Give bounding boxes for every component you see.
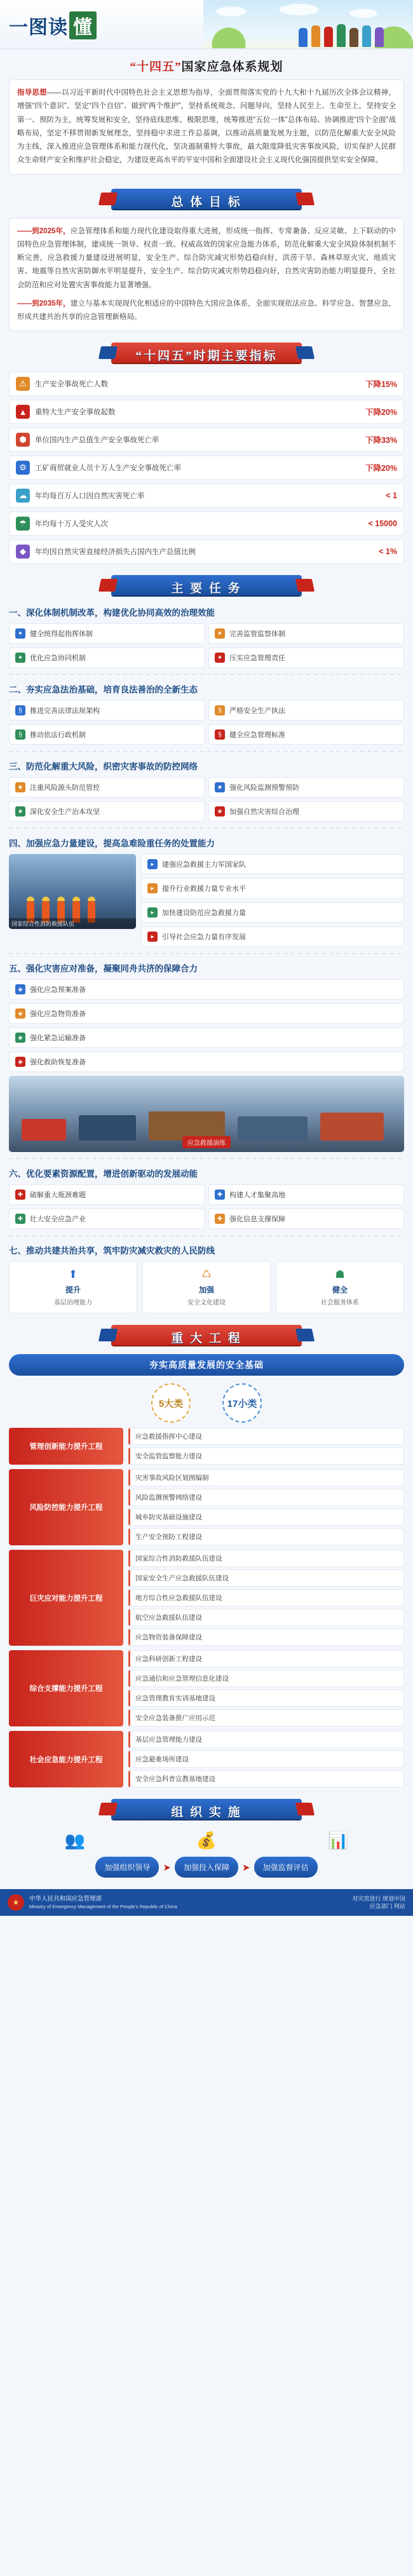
- task-item: [208, 1209, 404, 1229]
- task-item-list: [9, 979, 404, 1072]
- indicator-row: [9, 512, 404, 536]
- indicator-label: 生产安全事故死亡人数: [35, 381, 108, 389]
- task-item-label: 引导社会应急力量有序发展: [162, 933, 246, 942]
- task-col-title: 健全: [332, 1285, 348, 1295]
- task-item: [9, 623, 205, 644]
- project-items: [128, 1469, 404, 1545]
- task-group-title: 六、优化要素资源配置，增进创新驱动的发展动能: [9, 1169, 198, 1179]
- indicator-label: 工矿商贸就业人员十万人生产安全事故死亡率: [35, 464, 181, 473]
- task-item: [141, 902, 404, 923]
- indicator-value: < 15000: [368, 519, 397, 529]
- guiding-label: 指导思想: [17, 89, 47, 97]
- task-item-label: 健全应急管理标准: [229, 731, 285, 740]
- page-title: [9, 11, 97, 39]
- task-item-label: 强化救助恢复准备: [30, 1059, 86, 1067]
- project-items: [128, 1731, 404, 1787]
- guiding-dash: ——: [46, 89, 62, 97]
- task-item-label: 加强自然灾害综合治理: [229, 808, 299, 817]
- task-divider: [9, 1158, 404, 1159]
- task-item: [141, 926, 404, 947]
- arrow-right-icon: ➤: [163, 1862, 171, 1873]
- project-item: 应急科研创新工程建设: [128, 1650, 404, 1667]
- indicator-row: [9, 372, 404, 396]
- indicator-icon: ☂: [16, 517, 30, 531]
- project-row: [9, 1550, 404, 1646]
- task-group-title: 二、夯实应急法治基础，培育良法善治的全新生态: [9, 685, 198, 695]
- task-item-label: 深化安全生产治本攻坚: [30, 808, 100, 817]
- task-item-icon: ✦: [215, 653, 225, 663]
- project-item: 国家综合性消防救援队伍建设: [128, 1550, 404, 1567]
- task-divider: [9, 1235, 404, 1236]
- task-col-title: 提升: [65, 1285, 81, 1295]
- task-group-title: 三、防范化解重大风险，织密灾害事故的防控网络: [9, 762, 198, 772]
- national-emblem-icon: ★: [8, 1894, 24, 1911]
- project-item: 基层应急管理能力建设: [128, 1731, 404, 1748]
- footer-org-en: Ministry of Emergency Management of the People's Republic of China: [29, 1903, 177, 1909]
- footer-right-line2: 应急部门 网站: [369, 1903, 405, 1910]
- project-item: 风险监测预警网络建设: [128, 1489, 404, 1506]
- task-item-icon: §: [15, 729, 25, 740]
- task-col-subtitle: 基层治理能力: [54, 1299, 92, 1307]
- arrow-right-icon: ➤: [242, 1862, 250, 1873]
- task-item-icon: §: [215, 705, 225, 715]
- task-item: [9, 801, 205, 822]
- goal-2035-text: 建立与基本实现现代化相适应的中国特色大国应急体系，全面实现依法应急、科学应急、智慧应急，形成共建共治共享的应急管理新格局。: [17, 299, 396, 322]
- task-item: [9, 1184, 205, 1205]
- task-item-label: 注重风险源头防范管控: [30, 784, 100, 792]
- title-badge-box: 懂: [69, 11, 97, 39]
- indicator-icon: ⚠: [16, 377, 30, 391]
- task-photo-wide: [9, 1076, 404, 1152]
- indicator-row: [9, 456, 404, 480]
- task-col-icon: ☗: [335, 1268, 345, 1281]
- task-item-icon: ▸: [147, 907, 158, 918]
- indicator-value: 下降15%: [365, 380, 397, 390]
- task-item-icon: ◈: [15, 1033, 25, 1043]
- projects-rows: [9, 1428, 404, 1787]
- goal-2035: [17, 297, 396, 325]
- indicator-label: 年均每百万人口因自然灾害死亡率: [35, 492, 145, 501]
- implementation-icon: 👥: [64, 1831, 85, 1850]
- project-item: 应急管理教育实训基地建设: [128, 1690, 404, 1707]
- task-col-icon: ♺: [201, 1268, 212, 1281]
- task-item: [208, 647, 404, 668]
- indicator-row: [9, 400, 404, 424]
- task-item-icon: ✦: [15, 653, 25, 663]
- task-divider: [9, 828, 404, 829]
- section-banner-indicators: [0, 340, 413, 365]
- implementation-icon: 💰: [196, 1831, 217, 1850]
- project-item: 灾害事故风险区划图编制: [128, 1469, 404, 1486]
- task-item: [141, 854, 404, 874]
- project-item: 地方综合性应急救援队伍建设: [128, 1589, 404, 1606]
- implementation-icon: 📊: [328, 1831, 349, 1850]
- task-col-icon: ⬆: [68, 1268, 78, 1281]
- section-banner-overall-goals: [0, 186, 413, 212]
- implementation-banner-text: 组 织 实 施: [171, 1806, 242, 1820]
- project-items: [128, 1650, 404, 1726]
- footer-right: [352, 1895, 405, 1911]
- task-divider: [9, 953, 404, 954]
- task-item: [9, 1052, 404, 1072]
- footer-right-line1: 对灾害进行 规划中国: [352, 1895, 405, 1902]
- guiding-thought-box: [9, 79, 404, 175]
- indicator-row: [9, 484, 404, 508]
- task-item-icon: ◈: [15, 1057, 25, 1067]
- indicator-row: [9, 428, 404, 452]
- footer-org: [29, 1895, 177, 1910]
- task-item: [9, 1003, 404, 1024]
- section-banner-projects: [0, 1322, 413, 1348]
- section-banner-implementation: [0, 1796, 413, 1822]
- task-item-icon: ✚: [215, 1214, 225, 1224]
- indicators-list: [9, 372, 404, 564]
- task-item-icon: ★: [215, 782, 225, 792]
- task-item-label: 强化应急物资准备: [30, 1010, 86, 1019]
- project-items: [128, 1428, 404, 1465]
- task-item-icon: §: [215, 729, 225, 740]
- goal-2025-lead: ——到2025年，: [17, 227, 71, 235]
- indicator-value: 下降20%: [365, 464, 397, 473]
- task-col-title: 加强: [198, 1285, 214, 1295]
- task-item-icon: ✦: [215, 628, 225, 639]
- task-photo: [9, 854, 136, 929]
- task-item-icon: ✚: [15, 1214, 25, 1224]
- title-badge-left: 一图读: [9, 17, 68, 38]
- task-item-label: 强化风险监测预警预防: [229, 784, 299, 792]
- task-item-label: 压实应急管理责任: [229, 654, 285, 663]
- task-item-icon: ✚: [215, 1190, 225, 1200]
- project-items: [128, 1550, 404, 1646]
- task-item-label: 优化应急协同机制: [30, 654, 86, 663]
- task-item-label: 推进完善法律法规架构: [30, 707, 100, 715]
- implementation-pill[interactable]: 加强投入保障: [175, 1857, 238, 1878]
- indicator-label: 年均每十万人受灾人次: [35, 520, 108, 529]
- task-item-label: 强化紧急运输准备: [30, 1034, 86, 1043]
- document-title-prefix: “十四五”: [130, 60, 182, 74]
- indicator-icon: ⚙: [16, 461, 30, 475]
- task-item-icon: ✚: [15, 1190, 25, 1200]
- task-item-icon: ▸: [147, 859, 158, 869]
- task-item: [141, 878, 404, 898]
- task-item: [208, 623, 404, 644]
- projects-count-subitems: 17小类: [222, 1383, 262, 1423]
- task-item-label: 破解重大瓶颈难题: [30, 1191, 86, 1200]
- task-item: [9, 724, 205, 745]
- indicator-row: [9, 539, 404, 564]
- project-item: 应急避难场所建设: [128, 1751, 404, 1768]
- page-footer: [0, 1889, 413, 1916]
- task-item-label: 提升行业救援力量专业水平: [162, 885, 246, 893]
- project-name: 综合支撑能力提升工程: [9, 1650, 123, 1726]
- task-group-title: 五、强化灾害应对准备，凝聚同舟共济的保障合力: [9, 964, 198, 974]
- indicator-icon: ◆: [16, 545, 30, 559]
- task-item: [9, 1027, 404, 1048]
- guiding-section: [0, 50, 413, 177]
- task-col-subtitle: 安全文化建设: [187, 1299, 226, 1307]
- goal-2025: [17, 225, 396, 292]
- task-divider: [9, 674, 404, 675]
- project-item: 应急通信和应急管理信息化建设: [128, 1670, 404, 1687]
- overall-goals-banner-text: 总 体 目 标: [171, 195, 242, 209]
- goal-2025-text: 应急管理体系和能力现代化建设取得重大进展，形成统一指挥、专常兼备、反应灵敏、上下联动的中国特色应急管理体制，建成统一领导、权责一致、权威高效的国家应急能力体系，防范化解重大安全风险体制机制不断完善，应急救援力量建设进展明显，安全生产、综合防灾减灾形势趋稳向好，洪涝干旱、森林草原火灾、地质灾害、地震等自然灾害防御水平明显提升，安全生产、综合防灾减灾形势趋稳向好，自然灾害防治能力明显提升，全社会防范和应对处置灾害事故能力显著增强。: [17, 227, 396, 289]
- implementation-icons: [9, 1831, 404, 1850]
- project-name: 风险防控能力提升工程: [9, 1469, 123, 1545]
- task-three-col: [9, 1261, 404, 1313]
- task-item-label: 健全统得起指挥体制: [30, 630, 93, 639]
- task-item-icon: ★: [215, 806, 225, 817]
- task-group-title: 七、推动共建共治共享，筑牢防灾减灾救灾的人民防线: [9, 1246, 215, 1256]
- header-illustration: [203, 0, 413, 50]
- task-item-icon: ◈: [15, 1008, 25, 1019]
- indicators-banner-text: “十四五”时期主要指标: [135, 349, 278, 363]
- project-name: 社会应急能力提升工程: [9, 1731, 123, 1787]
- project-item: 航空应急救援队伍建设: [128, 1609, 404, 1626]
- task-group-title: 四、加强应急力量建设，提高急难险重任务的处置能力: [9, 839, 215, 849]
- footer-org-cn: 中华人民共和国应急管理部: [29, 1895, 102, 1902]
- projects-container: [9, 1354, 404, 1787]
- indicator-value: 下降33%: [365, 436, 397, 445]
- indicator-value: < 1%: [379, 547, 397, 557]
- task-col: [276, 1261, 404, 1313]
- task-item: [9, 700, 205, 721]
- project-item: 安全应急装备推广应用示范: [128, 1709, 404, 1726]
- implementation-pill[interactable]: 加强组织领导: [95, 1857, 159, 1878]
- goal-2035-lead: ——到2035年，: [17, 299, 71, 308]
- task-item: [9, 777, 205, 797]
- projects-head: 夯实高质量发展的安全基础: [9, 1354, 404, 1376]
- task-item-list: [141, 854, 404, 947]
- project-name: 管理创新能力提升工程: [9, 1428, 123, 1465]
- project-row: [9, 1428, 404, 1465]
- task-photo-row: [9, 854, 404, 947]
- project-item: 安全监管监察能力建设: [128, 1447, 404, 1465]
- task-item-grid: [9, 700, 404, 745]
- project-row: [9, 1469, 404, 1545]
- document-title: [9, 57, 404, 74]
- task-item-grid: [9, 777, 404, 822]
- task-item: [9, 1209, 205, 1229]
- task-item-grid: [9, 623, 404, 668]
- task-item: [208, 700, 404, 721]
- task-item-grid: [9, 1184, 404, 1229]
- indicator-icon: ☁: [16, 489, 30, 503]
- projects-banner-text: 重 大 工 程: [171, 1332, 242, 1346]
- project-item: 城乡防灾基础设施建设: [128, 1508, 404, 1526]
- project-item: 国家安全生产应急救援队伍建设: [128, 1569, 404, 1587]
- tasks-banner-text: 主 要 任 务: [171, 582, 242, 596]
- task-item: [9, 979, 404, 1000]
- task-col: [9, 1261, 137, 1313]
- task-photo-wide-caption: 应急救援演练: [182, 1136, 231, 1148]
- task-item-label: 强化应急预案准备: [30, 986, 86, 994]
- task-item: [208, 801, 404, 822]
- task-col-subtitle: 社会服务体系: [321, 1299, 359, 1307]
- indicator-label: 重特大生产安全事故起数: [35, 409, 116, 417]
- task-item-label: 构建人才集聚高地: [229, 1191, 285, 1200]
- task-item-label: 严格安全生产执法: [229, 707, 285, 715]
- task-item: [208, 724, 404, 745]
- implementation-pill[interactable]: 加强监督评估: [254, 1857, 318, 1878]
- indicator-icon: ▲: [16, 405, 30, 419]
- indicator-label: 单位国内生产总值生产安全事故死亡率: [35, 437, 159, 445]
- project-item: 应急物资装备保障建设: [128, 1629, 404, 1646]
- task-item-icon: ✦: [15, 628, 25, 639]
- task-item: [208, 777, 404, 797]
- task-col: [142, 1261, 271, 1313]
- project-row: [9, 1650, 404, 1726]
- task-divider: [9, 751, 404, 752]
- project-item: 生产安全预防工程建设: [128, 1528, 404, 1545]
- project-name: 巨灾应对能力提升工程: [9, 1550, 123, 1646]
- project-row: [9, 1731, 404, 1787]
- task-item-label: 壮大安全应急产业: [30, 1216, 86, 1224]
- tasks-container: [9, 606, 404, 1313]
- task-item-label: 建强应急救援主力军国家队: [162, 861, 246, 869]
- implementation-container: [9, 1831, 404, 1878]
- guiding-body: 以习近平新时代中国特色社会主义思想为指导，全面贯彻落实党的十九大和十九届历次全体会议精神，增强“四个意识”、坚定“四个自信”、做到“两个维护”，坚持系统观念、问题导向，坚持人民至上、生命至上，坚持安全第一、预防为主，统筹发展和安全，坚持底线思维、极限思维，统筹推进“五位一体”总体布局、协调推进“四个全面”战略布局，坚定不移贯彻新发展理念，坚持稳中求进工作总基调，以推动高质量发展为主题，以防范化解重大安全风险为主线，深入推进应急管理体系和能力现代化，坚决遏制重特大事故，最大限度降低灾害事故风险，切实保护人民群众生命财产安全和维护社会稳定，为建设更高水平的平安中国和全面建设社会主义现代化强国提供坚实安全保障。: [17, 89, 396, 165]
- document-title-rest: 国家应急体系规划: [181, 60, 283, 74]
- indicator-label: 年均因自然灾害直接经济损失占国内生产总值比例: [35, 548, 196, 557]
- task-item-icon: ▸: [147, 932, 158, 942]
- task-item-icon: ★: [15, 806, 25, 817]
- implementation-pills: [9, 1857, 404, 1878]
- task-item: [9, 647, 205, 668]
- project-item: 应急救援指挥中心建设: [128, 1428, 404, 1445]
- page-header: [0, 0, 413, 50]
- task-item-icon: §: [15, 705, 25, 715]
- task-item-label: 加快建设防范应急救援力量: [162, 909, 246, 918]
- task-item-icon: ▸: [147, 883, 158, 893]
- task-item-label: 完善监管监察体制: [229, 630, 285, 639]
- project-item: 安全应急科普宣教基地建设: [128, 1770, 404, 1787]
- task-item: [208, 1184, 404, 1205]
- task-item-label: 推动依法行政机制: [30, 731, 86, 740]
- task-item-label: 强化信息支撑保障: [229, 1216, 285, 1224]
- overall-goals-box: [9, 218, 404, 332]
- section-banner-tasks: [0, 573, 413, 598]
- task-item-icon: ★: [15, 782, 25, 792]
- indicator-value: 下降20%: [365, 408, 397, 417]
- indicator-value: < 1: [386, 491, 397, 501]
- task-photo-caption: 国家综合性消防救援队伍: [9, 918, 136, 929]
- indicator-icon: ⬢: [16, 433, 30, 447]
- task-group-title: 一、深化体制机制改革，构建优化协同高效的治理效能: [9, 608, 215, 618]
- projects-count-categories: 5大类: [151, 1383, 191, 1423]
- projects-meta: [9, 1383, 404, 1423]
- task-item-icon: ◈: [15, 984, 25, 994]
